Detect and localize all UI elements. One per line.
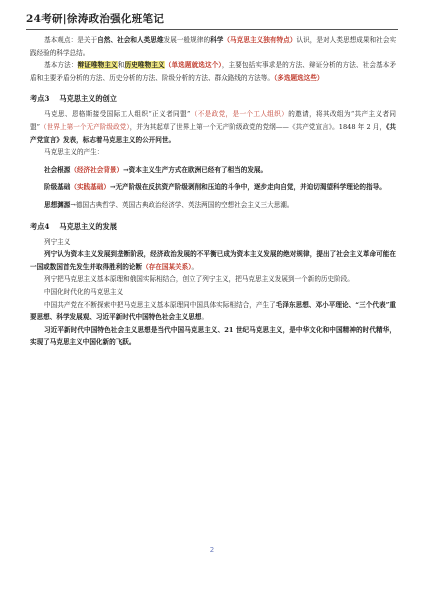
text-run: 列宁认为资本主义发展到垄断阶段， [44,250,151,259]
page-content [30,34,396,349]
section-4-paragraph-3 [30,299,396,324]
text-run: 的邀请，将其改组为“共产主义者同盟” [30,110,397,131]
text-run: 发展一般规律的 [163,36,211,44]
header-title: 24考研|徐涛政治强化班笔记 [26,13,165,25]
section-3-number: 考点3 [30,94,50,104]
thought-source-paragraph [30,199,396,212]
text-run: （多选题选这些） [273,73,324,82]
text-run: 历史唯物主义 [124,61,165,70]
social-root-paragraph [30,164,396,177]
text-run: 基本观点： [44,36,78,44]
method-paragraph [30,59,396,84]
birth-label: 马克思主义的产生： [44,148,104,157]
text-run: 列宁把马克思主义基本原理和俄国实际相结合，创立了列宁主义，把马克思主义发展到一个新的历史阶段。 [44,275,354,284]
text-run: （实践基础） [70,183,110,192]
page-header [26,6,398,30]
section-4-title: 马克思主义的发展 [59,221,117,231]
worldview-paragraph [30,34,396,59]
china-marxism-label: 中国化时代化的马克思主义 [44,287,124,296]
section-3-heading [30,94,396,104]
section-4-paragraph-2 [30,273,396,286]
section-4-paragraph-1 [30,248,396,273]
text-run: 马克思、恩格斯接受国际工人组织“正义者同盟” [44,110,191,119]
text-run: 和 [117,61,125,70]
text-run: ，并为其起草了世界上第一个无产阶级政党的党纲——《共产党宣言》。1848 年 2 月， [129,122,387,131]
text-run: 认识，是对人类思想成果和社会实践经验的科学总结。 [30,36,397,57]
text-run: （经济社会背景） [70,165,124,174]
text-run: （不是政党，是一个工人组织） [190,110,289,119]
section-4-paragraph-4 [30,324,396,349]
text-run: 中国共产党在不断探索中把马克思主义基本原理同中国具体实际相结合，产生了 [44,300,276,309]
text-run: ，主要包括实事求是的方法、辩证分析的方法、社会基本矛盾和主要矛盾分析的方法、历史分析的方法、阶级分析的方法、群众路线的方法等。 [30,61,397,82]
text-run: （世界上第一个无产阶级政党） [40,122,130,131]
text-run: 科学 [210,36,224,44]
class-basis-paragraph [30,181,396,194]
leninism-label: 列宁主义 [44,237,71,246]
text-run: →无产阶级在反抗资产阶级剥削和压迫的斗争中，逐步走向自觉，并迫切渴望科学理论的指导。 [109,183,386,192]
text-run: 基本方法： [44,61,78,70]
text-run: 《共产党宣言》发表，标志着马克思主义的公开问世。 [30,122,396,144]
text-run: →德国古典哲学、英国古典政治经济学、英法两国的空想社会主义三大思潮。 [70,200,294,209]
text-run: 自然、社会和人类思维 [97,36,164,44]
text-run: （马克思主义独有特点） [223,36,297,44]
text-run: →资本主义生产方式在欧洲已经有了相当的发展。 [123,165,268,174]
text-run: 思想渊源 [44,200,71,209]
text-run: 。 [201,313,209,322]
section-3-title: 马克思主义的创立 [59,94,117,104]
text-run: 经济政治发展的不平衡已成为资本主义发展的绝对规律，提出了社会主义革命可能在一国或数国首先发生并取得胜利的论断 [30,250,397,271]
text-run: （存在国某关系） [142,262,192,271]
page-number: 2 [209,546,215,554]
text-run: 阶级基础 [44,183,71,192]
text-run: 辩证唯物主义 [77,61,118,70]
section-3-paragraph-1 [30,108,396,146]
text-run: 习近平新时代中国特色社会主义思想是当代中国马克思主义、21 世纪马克思主义，是中华文化和中国精神的时代精华，实现了马克思主义中国化新的飞跃。 [30,325,396,347]
section-4-number: 考点4 [30,221,50,231]
text-run: 社会根源 [44,165,71,174]
section-4-heading [30,222,396,232]
text-run: （单选题就选这个） [164,61,222,70]
text-run: 是关于 [77,36,98,44]
text-run: 毛泽东思想、邓小平理论、“三个代表”重要思想、科学发展观、习近平新时代中国特色社会主义思想 [30,300,396,322]
text-run: 。 [191,262,199,271]
